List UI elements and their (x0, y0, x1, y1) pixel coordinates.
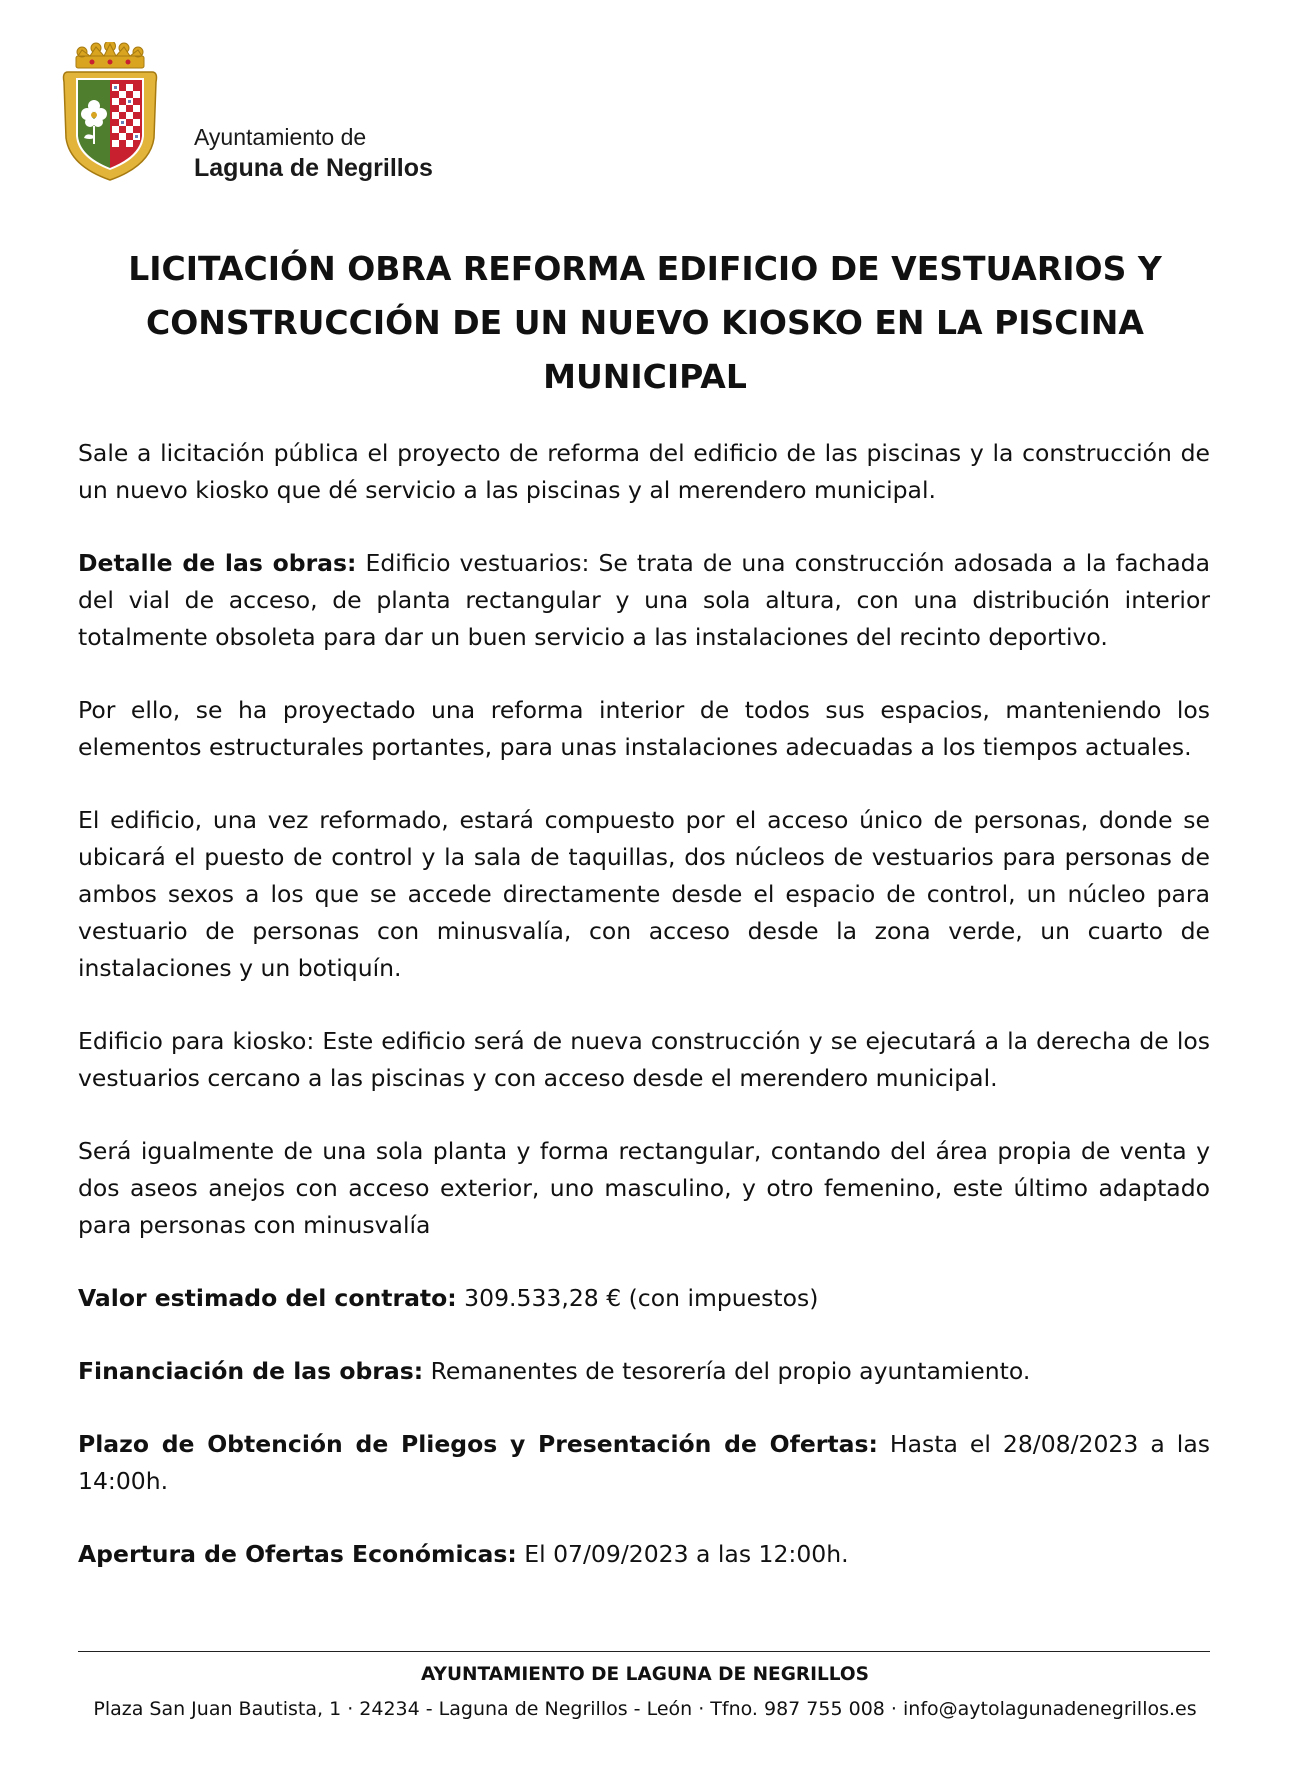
paragraph-planta: Será igualmente de una sola planta y forma rectangular, contando del área propia de venta y dos aseos anejos con acceso exterior, uno masculino, y otro femenino, este último adaptado para personas con minusvalía (78, 1137, 1210, 1239)
organization-name-line1: Ayuntamiento de (194, 124, 367, 150)
document-title (70, 242, 1220, 404)
paragraph-edificio: El edificio, una vez reformado, estará compuesto por el acceso único de personas, donde se ubicará el puesto de control y la sala de taquillas, dos núcleos de vestuarios para personas de ambos sexos a los que se accede directamente desde el espacio de control, un núcleo para vestuario de personas con minusvalía, con acceso desde la zona verde, un cuarto de instalaciones y un botiquín. (78, 806, 1210, 982)
apertura-text: El 07/09/2023 a las 12:00h. (516, 1540, 849, 1568)
organization-name-line2: Laguna de Negrillos (194, 154, 433, 182)
title-line-1: LICITACIÓN OBRA REFORMA EDIFICIO DE VESTUARIOS Y (128, 249, 1162, 288)
title-line-3: MUNICIPAL (543, 357, 747, 396)
paragraph-reforma: Por ello, se ha proyectado una reforma interior de todos sus espacios, manteniendo los elementos estructurales portantes, para unas instalaciones adecuadas a los tiempos actuales. (78, 696, 1210, 761)
valor-text: 309.533,28 € (con impuestos) (456, 1284, 819, 1312)
paragraph-intro: Sale a licitación pública el proyecto de reforma del edificio de las piscinas y la construcción de un nuevo kiosko que dé servicio a las piscinas y al merendero municipal. (78, 439, 1210, 504)
footer-divider (78, 1651, 1210, 1652)
paragraph-financiacion (78, 1353, 1210, 1390)
footer-address: Plaza San Juan Bautista, 1 · 24234 - Laguna de Negrillos - León · Tfno. 987 755 008 · info@aytolagunadenegrillos.es (93, 1698, 1197, 1720)
financiacion-label: Financiación de las obras: (78, 1357, 424, 1385)
apertura-label: Apertura de Ofertas Económicas: (78, 1540, 517, 1568)
document-body (78, 435, 1210, 1609)
plazo-text: Hasta el 28/08/2023 a las 14:00h. (78, 1430, 1210, 1495)
valor-label: Valor estimado del contrato: (78, 1284, 457, 1312)
financiacion-text: Remanentes de tesorería del propio ayuntamiento. (423, 1357, 1031, 1385)
page-header (62, 42, 662, 187)
paragraph-plazo (78, 1426, 1210, 1500)
title-line-2: CONSTRUCCIÓN DE UN NUEVO KIOSKO EN LA PISCINA (146, 303, 1144, 342)
organization-name (194, 122, 433, 184)
coat-of-arms-icon (62, 42, 158, 182)
detalle-label: Detalle de las obras: (78, 549, 357, 577)
footer-organization: AYUNTAMIENTO DE LAGUNA DE NEGRILLOS (421, 1664, 869, 1685)
detalle-text: Edificio vestuarios: Se trata de una construcción adosada a la fachada del vial de acceso, de planta rectangular y una sola altura, con una distribución interior totalmente obsoleta para dar un buen servicio a las instalaciones del recinto deportivo. (78, 549, 1211, 651)
paragraph-detalle (78, 545, 1210, 656)
paragraph-apertura (78, 1536, 1210, 1573)
paragraph-kiosko: Edificio para kiosko: Este edificio será de nueva construcción y se ejecutará a la derecha de los vestuarios cercano a las piscinas y con acceso desde el merendero municipal. (78, 1027, 1210, 1092)
plazo-label: Plazo de Obtención de Pliegos y Presentación de Ofertas: (78, 1430, 878, 1458)
paragraph-valor (78, 1280, 1210, 1317)
